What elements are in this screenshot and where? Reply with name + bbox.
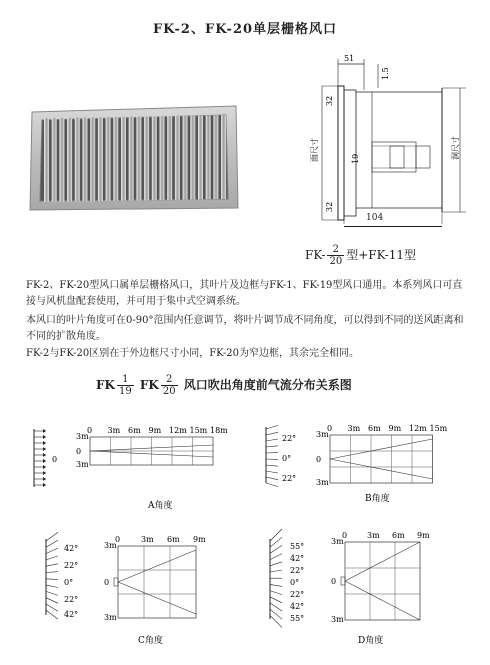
diagram-b-tick: 0: [327, 424, 333, 433]
diagram-a-arrowhead: [43, 483, 46, 487]
grille-blade: [98, 117, 103, 201]
diagram-b-arrow: [266, 477, 278, 480]
diagram-d-arrow: [270, 537, 282, 547]
diagram-c: [46, 532, 206, 646]
diagram-b-arrow: [266, 471, 278, 473]
diagram-c-arrow: [46, 540, 58, 547]
grille-blade: [75, 118, 80, 202]
diagram-b-tick: 3m: [347, 424, 361, 433]
diagram-subtitle: FK $\frac{1}{19}$ FK $\frac{2}{20}$ 风口吹出角度前气流分布关系图: [96, 374, 352, 397]
diagram-d-flow-line: [345, 542, 420, 581]
diagram-a-arrowhead: [43, 453, 46, 457]
diagram-a-tick: 3m: [107, 426, 121, 435]
diagram-c-tick: 0: [115, 535, 121, 544]
diagram-b-arrow: [266, 432, 278, 435]
diagram-b-angle: 0°: [282, 454, 292, 463]
diagram-d-caption: D角度: [358, 636, 384, 646]
diagram-d: [270, 529, 430, 646]
diagram-d-arrow: [270, 603, 282, 611]
grille-blade: [167, 116, 172, 200]
grille-blade: [183, 116, 188, 200]
diagram-a-left-label: 0: [76, 447, 82, 456]
grille-blade: [44, 118, 49, 202]
grille-blade: [221, 115, 226, 199]
grille-blade: [175, 116, 180, 200]
diagram-b-tick: 15m: [429, 424, 448, 433]
diagram-a-arrowhead: [43, 435, 46, 439]
diagram-b-arrow: [266, 439, 278, 441]
grille-blade: [136, 117, 141, 201]
diagram-b-flow-line: [330, 439, 433, 459]
paragraph-intro: FK-2、FK-20型风口属单层栅格风口，其叶片及边框与FK-1、FK-19型风口通用。本系列风口可直接与风机盘配套使用，并可用于集中式空调系统。: [26, 280, 463, 307]
diagram-d-arrow: [270, 615, 282, 627]
diagram-b-tick: 9m: [388, 424, 402, 433]
diagram-d-angle: 22°: [290, 590, 305, 599]
diagram-c-angle: 42°: [64, 544, 79, 553]
diagram-b-arrow: [266, 465, 278, 466]
label-face-size: 面尺寸: [310, 138, 319, 162]
diagram-d-left-label: 3m: [331, 615, 344, 624]
grille-photo: [28, 104, 240, 214]
diagram-a-tick: 12m: [169, 426, 187, 435]
diagram-d-angle: 55°: [290, 614, 305, 623]
diagram-d-arrow: [270, 597, 282, 603]
diagram-d-arrow: [270, 554, 282, 560]
diagram-c-arrow: [46, 585, 58, 587]
diagram-a-angle: 0: [52, 455, 58, 464]
diagram-d-flow-line: [345, 581, 420, 620]
diagram-a-arrowhead: [43, 471, 46, 475]
dim-32-bottom: 32: [325, 201, 334, 212]
diagram-b-left-label: 0: [316, 455, 322, 464]
diagram-d-angle: 42°: [290, 602, 305, 611]
diagram-b-angle: 22°: [282, 434, 297, 443]
grille-blade: [144, 116, 149, 200]
dim-104: 104: [366, 213, 384, 223]
diagram-c-arrow: [46, 598, 58, 604]
formula-num: 2: [327, 244, 344, 256]
diagram-d-arrow: [270, 545, 282, 553]
diagram-c-angle: 0°: [64, 578, 74, 587]
diagram-c-arrow: [46, 579, 58, 580]
diagram-b-arrow: [266, 483, 278, 487]
diagram-a-tick: 6m: [128, 426, 141, 435]
grille-blade: [113, 117, 118, 201]
diagram-b-caption: B角度: [365, 494, 390, 504]
paragraph-angle: 本风口的叶片角度可在0-90°范围内任意调节，将叶片调节成不同角度，可以得到不同的送风距离和不同的扩散角度。: [26, 315, 464, 342]
diagram-c-arrow: [46, 564, 58, 566]
grille-blade: [129, 117, 134, 201]
dim-1-5: 1.5: [381, 67, 390, 80]
diagram-d-arrow: [270, 584, 282, 586]
grille-blade: [83, 117, 88, 201]
diagram-c-arrow: [46, 532, 58, 541]
diagram-d-arrow: [270, 570, 282, 572]
diagram-b-tick: 12m: [409, 424, 427, 433]
grille-blade: [198, 116, 203, 200]
page-title: FK-2、FK-20单层栅格风口: [152, 22, 338, 37]
diagram-b-left-label: 3m: [316, 430, 329, 439]
diagram-a-arrowhead: [43, 447, 46, 451]
diagram-a-arrowhead: [43, 477, 46, 481]
diagram-c-outlet: [114, 578, 118, 586]
diagram-d-outlet: [341, 577, 345, 585]
diagram-a-caption: A角度: [148, 501, 173, 511]
airflow-diagrams: [0, 415, 490, 665]
diagram-c-arrow: [46, 548, 58, 554]
diagram-b-flow-line: [330, 459, 433, 479]
diagram-a: [34, 426, 228, 511]
diagram-d-angle: 0°: [290, 578, 300, 587]
diagram-c-frame: [118, 546, 196, 618]
diagram-a-arrowhead: [43, 465, 46, 469]
diagram-c-caption: C角度: [138, 636, 163, 646]
diagram-d-arrow: [270, 529, 282, 541]
diagram-c-flow-line: [118, 582, 196, 614]
diagram-d-tick: 9m: [417, 531, 430, 540]
diagram-d-angle: 55°: [290, 542, 305, 551]
diagram-a-tick: 0: [87, 426, 93, 435]
diagram-b: [266, 424, 448, 504]
grille-blade: [152, 116, 157, 200]
diagram-a-tick: 9m: [148, 426, 162, 435]
diagram-c-angle: 22°: [64, 595, 79, 604]
diagram-c-tick: 9m: [193, 535, 206, 544]
diagram-c-left-label: 0: [104, 578, 110, 587]
diagram-b-tick: 6m: [368, 424, 381, 433]
grille-blade: [160, 116, 165, 200]
diagram-c-flow-line: [118, 550, 196, 582]
grille-blade: [121, 117, 126, 201]
grille-blade: [90, 117, 95, 201]
diagram-c-arrow: [46, 556, 58, 560]
dim-51: 51: [344, 54, 355, 63]
diagram-b-arrow: [266, 446, 278, 447]
diagram-b-arrow: [266, 425, 278, 429]
diagram-b-left-label: 3m: [316, 478, 329, 487]
label-hole-size: 洞尺寸: [451, 136, 460, 160]
grille-blade: [67, 118, 72, 202]
diagram-d-arrow: [270, 591, 282, 595]
grille-blade: [59, 118, 64, 202]
grille-blade: [213, 115, 218, 199]
formula-den: 20: [329, 256, 343, 267]
diagram-a-arrowhead: [43, 429, 46, 433]
diagram-c-left-label: 3m: [104, 541, 117, 550]
diagram-c-arrow: [46, 610, 58, 619]
diagram-d-arrow: [270, 562, 282, 566]
diagram-d-left-label: 3m: [331, 537, 344, 546]
diagram-a-tick: 18m: [210, 426, 228, 435]
grille-blade: [206, 115, 211, 199]
diagram-d-angle: 42°: [290, 554, 305, 563]
diagram-c-tick: 3m: [141, 535, 154, 544]
diagram-c-left-label: 3m: [104, 613, 117, 622]
model-formula: FK- $\frac{2}{20}$ 型+FK-11型: [305, 244, 417, 267]
diagram-a-left-label: 3m: [76, 432, 89, 441]
diagram-d-tick: 3m: [367, 531, 380, 540]
grille-blade: [190, 116, 195, 200]
diagram-a-tick: 15m: [189, 426, 208, 435]
paragraph-difference: FK-2与FK-20区别在于外边框尺寸小同，FK-20为窄边框，其余完全相同。: [26, 348, 359, 359]
diagram-a-arrowhead: [43, 441, 46, 445]
grille-blade: [106, 117, 111, 201]
diagram-d-angle: 22°: [290, 566, 305, 575]
dim-32-top: 32: [325, 95, 334, 106]
diagram-a-left-label: 3m: [76, 460, 89, 469]
dim-19: 19: [351, 153, 360, 164]
diagram-c-angle: 42°: [64, 610, 79, 619]
grille-blade: [52, 118, 57, 202]
diagram-b-angle: 22°: [282, 474, 297, 483]
diagram-c-tick: 6m: [167, 535, 180, 544]
diagram-d-left-label: 0: [331, 577, 337, 586]
diagram-c-arrow: [46, 591, 58, 595]
diagram-c-arrow: [46, 604, 58, 611]
section-drawing: [312, 50, 482, 225]
diagram-c-angle: 22°: [64, 561, 79, 570]
diagram-a-arrowhead: [43, 459, 46, 463]
diagram-d-tick: 6m: [392, 531, 405, 540]
diagram-d-arrow: [270, 609, 282, 619]
diagram-d-tick: 0: [342, 531, 348, 540]
diagram-c-arrow: [46, 572, 58, 573]
diagram-d-frame: [345, 542, 420, 620]
